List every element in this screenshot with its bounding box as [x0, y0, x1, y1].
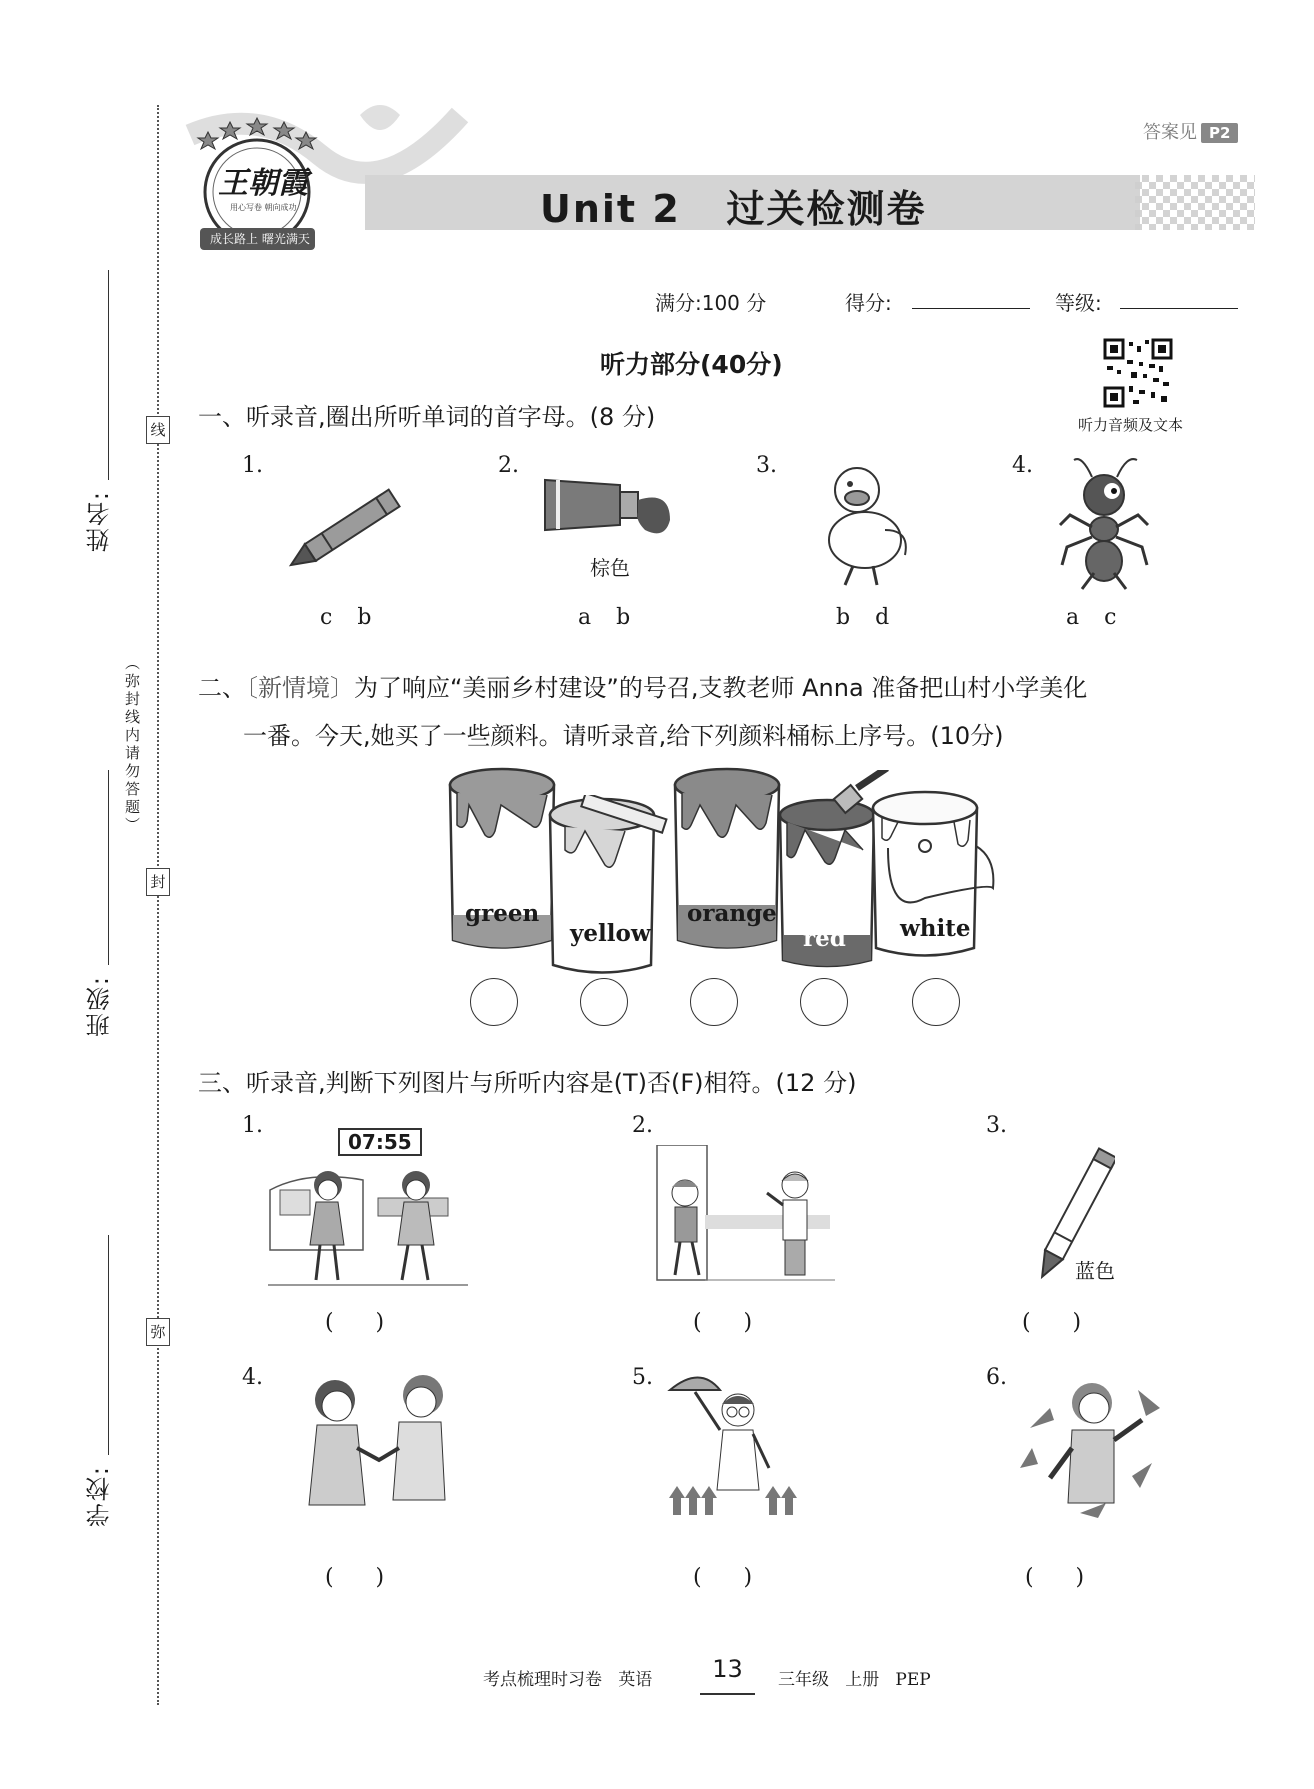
- q3-item-2-answer[interactable]: ( ): [693, 1310, 753, 1335]
- binding-note: （弥封线内请勿答题）: [123, 655, 141, 835]
- grade-label: 等级:: [1055, 291, 1102, 315]
- q3-item-5-number: 5.: [632, 1365, 653, 1390]
- can-label-red: red: [803, 925, 846, 952]
- banner-checker: [1135, 175, 1255, 230]
- listening-title: 听力部分(40分): [600, 350, 783, 379]
- girls-school-icon: [268, 1160, 468, 1294]
- paint-can-white: [868, 788, 998, 972]
- answer-circle-3[interactable]: [690, 978, 738, 1026]
- class-line[interactable]: [108, 770, 109, 965]
- paint-tube-icon: [540, 470, 680, 554]
- q1-item-4-letters[interactable]: a c: [1066, 605, 1117, 630]
- q2-heading-text1: 为了响应“美丽乡村建设”的号召,支教老师 Anna 准备把山村小学美化: [354, 674, 1088, 702]
- q3-item-3-answer[interactable]: ( ): [1022, 1310, 1082, 1335]
- score-blank[interactable]: [912, 308, 1030, 309]
- binding-dotted-line: [157, 105, 159, 1705]
- answer-circle-4[interactable]: [800, 978, 848, 1026]
- can-label-yellow: yellow: [570, 920, 651, 947]
- full-score: 满分:100 分: [655, 291, 767, 315]
- turn-around-icon: [1010, 1368, 1170, 1522]
- duck-icon: [815, 460, 915, 599]
- footer-left: 考点梳理时习卷 英语: [483, 1670, 653, 1690]
- cap-jump-icon: [665, 1370, 815, 1524]
- q1-item-1-number: 1.: [242, 453, 263, 478]
- q1-item-2-caption: 棕色: [590, 556, 630, 580]
- grade-blank[interactable]: [1120, 308, 1238, 309]
- q2-heading-line2: 一番。今天,她买了一些颜料。请听录音,给下列颜料桶标上序号。(10分): [243, 722, 1004, 750]
- class-label: 班级:: [86, 975, 114, 1038]
- q3-item-2-number: 2.: [632, 1113, 653, 1138]
- answer-circle-1[interactable]: [470, 978, 518, 1026]
- q3-item-3-caption: 蓝色: [1075, 1259, 1115, 1283]
- page-title: Unit 2 过关检测卷: [540, 187, 927, 231]
- handshake-icon: [295, 1370, 465, 1524]
- logo-slogan: 成长路上 曙光满天: [210, 232, 310, 246]
- paint-can-yellow: [545, 795, 685, 984]
- seal-mi: 弥: [146, 1318, 170, 1346]
- school-label: 学校:: [86, 1465, 114, 1528]
- logo-motto: 用心写卷 朝向成功: [230, 203, 297, 212]
- new-context-tag: 〔新情境〕: [246, 674, 354, 702]
- q3-item-4-number: 4.: [242, 1365, 263, 1390]
- school-line[interactable]: [108, 1235, 109, 1455]
- paint-can-orange: [670, 765, 785, 959]
- footer-right: 三年级 上册 PEP: [778, 1670, 931, 1690]
- boy-teacher-icon: [655, 1145, 835, 1289]
- name-line[interactable]: [108, 270, 109, 480]
- answer-ref-badge: P2: [1201, 123, 1238, 143]
- q3-item-6-answer[interactable]: ( ): [1025, 1565, 1085, 1590]
- paint-can-green: [445, 765, 560, 959]
- q3-item-3-number: 3.: [986, 1113, 1007, 1138]
- clock-display: 07:55: [338, 1128, 422, 1156]
- q3-heading: 三、听录音,判断下列图片与所听内容是(T)否(F)相符。(12 分): [198, 1069, 857, 1097]
- qr-caption: 听力音频及文本: [1078, 416, 1184, 434]
- q3-item-6-number: 6.: [986, 1365, 1007, 1390]
- q1-item-2-letters[interactable]: a b: [578, 605, 631, 630]
- brand-logo: [190, 110, 325, 260]
- seal-xian: 线: [146, 416, 170, 444]
- can-label-orange: orange: [687, 900, 777, 927]
- logo-brand: 王朝霞: [218, 166, 308, 201]
- name-label: 姓名:: [86, 490, 114, 553]
- can-label-white: white: [900, 915, 971, 942]
- qr-code-icon[interactable]: [1103, 338, 1173, 408]
- can-label-green: green: [465, 900, 540, 927]
- q3-item-5-answer[interactable]: ( ): [693, 1565, 753, 1590]
- q3-item-4-answer[interactable]: ( ): [325, 1565, 385, 1590]
- q3-item-1-number: 1.: [242, 1113, 263, 1138]
- page-number-box: [700, 1655, 755, 1695]
- answer-ref-text: 答案见: [1143, 122, 1197, 143]
- answer-reference: [1143, 118, 1238, 144]
- q1-heading: 一、听录音,圈出所听单词的首字母。(8 分): [198, 403, 656, 431]
- q2-heading-line1: 二、〔新情境〕为了响应“美丽乡村建设”的号召,支教老师 Anna 准备把山村小学美化: [198, 674, 1088, 702]
- q1-item-4-number: 4.: [1012, 453, 1033, 478]
- answer-circle-5[interactable]: [912, 978, 960, 1026]
- q1-item-3-number: 3.: [756, 453, 777, 478]
- ant-icon: [1052, 455, 1162, 599]
- seal-feng: 封: [146, 868, 170, 896]
- score-label: 得分:: [845, 291, 892, 315]
- answer-circle-2[interactable]: [580, 978, 628, 1026]
- q1-item-1-letters[interactable]: c b: [320, 605, 372, 630]
- q1-item-3-letters[interactable]: b d: [836, 605, 890, 630]
- q3-item-1-answer[interactable]: ( ): [325, 1310, 385, 1335]
- page-number: 13: [712, 1655, 743, 1683]
- crayon-icon: [278, 478, 418, 582]
- q1-item-2-number: 2.: [498, 453, 519, 478]
